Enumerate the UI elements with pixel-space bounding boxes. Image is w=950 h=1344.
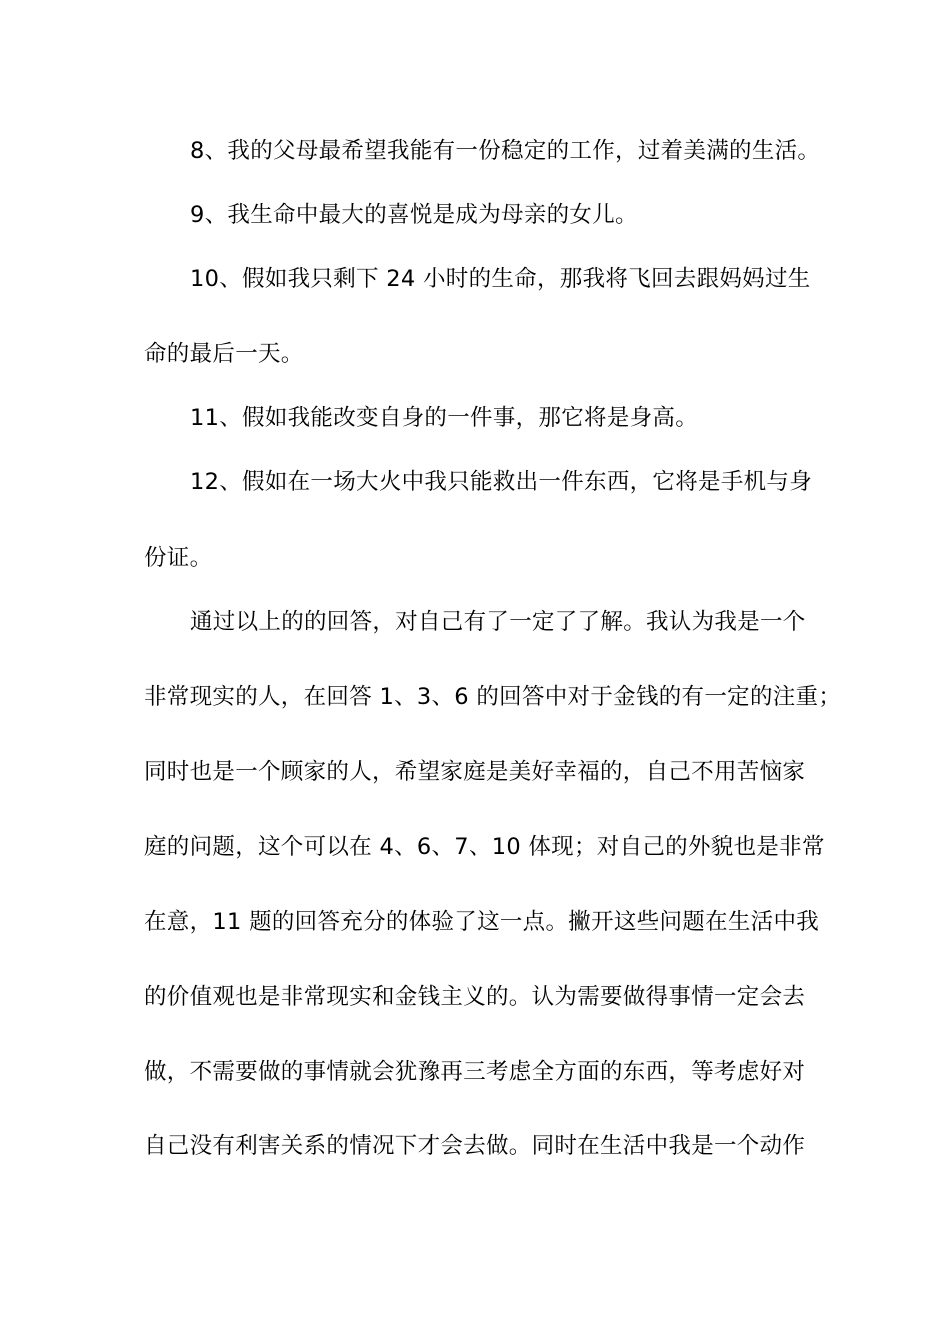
- paragraph-line: 命的最后一天。: [144, 341, 304, 367]
- paragraph-line: 的价值观也是非常现实和金钱主义的。认为需要做得事情一定会去: [144, 984, 806, 1010]
- paragraph-line: 非常现实的人，在回答 1、3、6 的回答中对于金钱的有一定的注重；: [144, 684, 842, 710]
- paragraph-line: 份证。: [144, 545, 213, 571]
- paragraph-line: 庭的问题，这个可以在 4、6、7、10 体现；对自己的外貌也是非常: [144, 834, 825, 860]
- paragraph-line: 在意，11 题的回答充分的体验了这一点。撇开这些问题在生活中我: [144, 909, 820, 935]
- paragraph-line: 自己没有利害关系的情况下才会去做。同时在生活中我是一个动作: [144, 1133, 806, 1159]
- paragraph-line: 做，不需要做的事情就会犹豫再三考虑全方面的东西，等考虑好对: [144, 1059, 806, 1085]
- paragraph-line: 11、假如我能改变自身的一件事，那它将是身高。: [190, 405, 699, 431]
- paragraph-line: 同时也是一个顾家的人，希望家庭是美好幸福的，自己不用苦恼家: [144, 759, 806, 785]
- paragraph-line: 10、假如我只剩下 24 小时的生命，那我将飞回去跟妈妈过生: [190, 266, 811, 292]
- paragraph-line: 8、我的父母最希望我能有一份稳定的工作，过着美满的生活。: [190, 138, 821, 164]
- paragraph-line: 12、假如在一场大火中我只能救出一件东西，它将是手机与身: [190, 469, 813, 495]
- paragraph-line: 9、我生命中最大的喜悦是成为母亲的女儿。: [190, 202, 638, 228]
- paragraph-line: 通过以上的的回答，对自己有了一定了了解。我认为我是一个: [190, 609, 806, 635]
